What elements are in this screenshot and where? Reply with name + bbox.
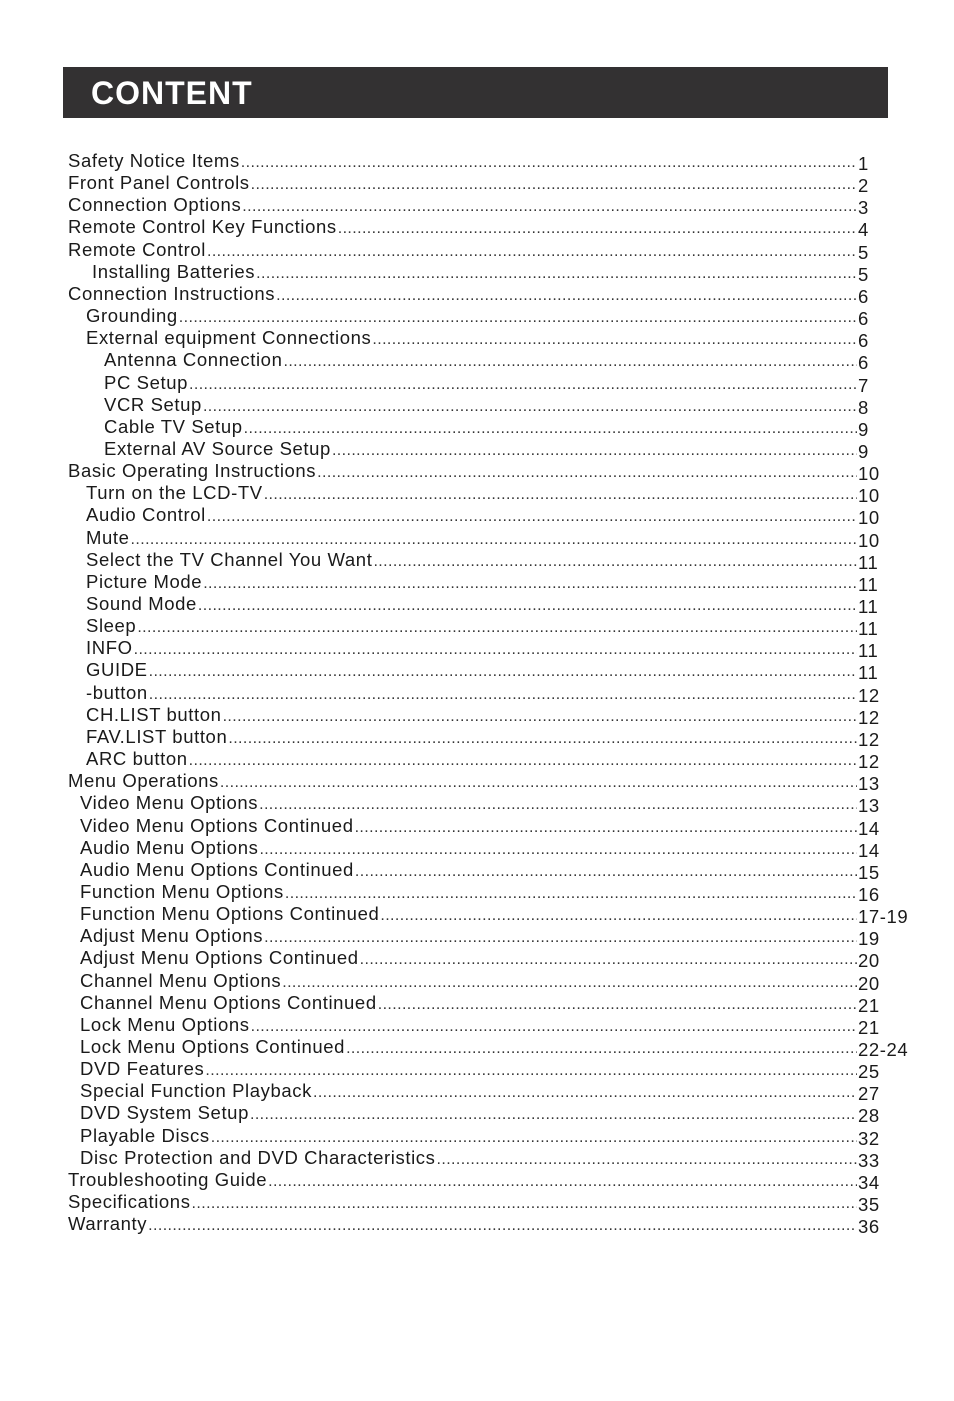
toc-entry-title: Turn on the LCD-TV [86,482,263,504]
toc-entry [80,992,857,1014]
toc-dot-leader [437,1149,858,1169]
toc-dot-leader [317,462,857,482]
toc-page-number: 6 [858,285,869,307]
toc-entry-title: Select the TV Channel You Want [86,548,373,570]
toc-row [0,1014,954,1036]
toc-entry-title: Disc Protection and DVD Characteristics [80,1146,436,1168]
toc-dot-leader [189,750,857,770]
toc-dot-leader [380,905,857,925]
toc-dot-leader [211,1127,857,1147]
toc-page-number: 25 [858,1061,880,1083]
toc-dot-leader [256,263,857,283]
toc-dot-leader [198,595,857,615]
toc-page-number: 7 [858,374,869,396]
toc-row [0,815,954,837]
toc-entry-title: Sound Mode [86,593,197,614]
toc-entry-title: Function Menu Options [80,880,284,902]
toc-row [0,881,954,903]
toc-entry [104,438,857,460]
toc-dot-leader [283,351,857,371]
toc-row [0,150,954,172]
toc-entry [68,239,857,261]
toc-entry-title: Menu Operations [68,770,219,792]
toc-row [0,1036,954,1058]
toc-page-number: 5 [858,263,869,285]
toc-page-number: 33 [858,1149,880,1171]
toc-page-number: 12 [858,706,880,728]
toc-row [0,992,954,1014]
toc-page-number: 19 [858,928,880,950]
toc-row [0,1102,954,1127]
toc-row [0,1080,954,1105]
toc-page-number: 9 [858,440,869,462]
toc-dot-leader [360,949,857,969]
toc-entry-title: PC Setup [104,371,188,393]
toc-entry-title: DVD System Setup [80,1102,249,1124]
toc-entry-title: FAV.LIST button [86,725,228,747]
toc-page-number: 11 [858,573,879,595]
toc-entry [86,615,857,637]
toc-entry-title: Antenna Connection [104,349,283,371]
toc-dot-leader [264,927,857,947]
toc-row [0,305,954,330]
toc-entry-title: Audio Menu Options Continued [80,858,354,880]
toc-row [0,482,954,507]
toc-entry-title: Channel Menu Options [80,969,282,991]
toc-page-number: 22-24 [858,1039,909,1060]
toc-entry-title: Front Panel Controls [68,172,250,194]
toc-dot-leader [355,861,857,881]
toc-dot-leader [251,174,857,194]
toc-page-number: 10 [858,529,880,551]
toc-dot-leader [137,617,857,637]
toc-dot-leader [242,196,857,216]
toc-row [0,903,954,928]
toc-page-number: 6 [858,308,869,330]
toc-entry-title: Specifications [68,1191,191,1213]
toc-dot-leader [372,329,857,349]
toc-entry [68,150,857,172]
toc-row [0,372,954,394]
toc-entry [104,349,857,371]
toc-entry [86,482,857,504]
toc-entry-title: Mute [86,526,130,548]
toc-entry [80,903,857,925]
toc-page-number: 11 [858,640,879,662]
toc-dot-leader [205,1060,857,1080]
toc-page-number: 11 [858,596,879,617]
toc-dot-leader [373,551,857,571]
toc-row [0,327,954,352]
toc-dot-leader [134,639,857,659]
toc-entry [80,1036,857,1058]
toc-row [0,527,954,549]
toc-entry-title: Picture Mode [86,570,203,592]
toc-dot-leader [259,839,857,859]
toc-dot-leader [241,152,857,172]
toc-page-number: 32 [858,1127,880,1149]
toc-row [0,438,954,460]
toc-entry [80,837,857,859]
toc-dot-leader [192,1193,857,1213]
toc-dot-leader [276,285,857,305]
toc-entry-title: Troubleshooting Guide [68,1168,268,1190]
toc-entry-title: Function Menu Options Continued [80,903,380,925]
toc-entry [86,726,857,748]
toc-page-number: 12 [858,684,880,706]
toc-page-number: 12 [858,728,880,750]
toc-dot-leader [338,218,857,238]
toc-row [0,615,954,640]
toc-entry [80,1147,857,1169]
toc-entry-title: Grounding [86,305,178,327]
toc-page-number: 34 [858,1171,880,1193]
toc-entry [80,1014,857,1036]
toc-entry-title: Sleep [86,615,137,637]
toc-entry [68,216,857,238]
toc-entry-title: Channel Menu Options Continued [80,991,377,1013]
toc-dot-leader [207,506,857,526]
toc-page-number: 8 [858,396,869,418]
toc-page-number: 4 [858,219,869,241]
toc-dot-leader [264,484,857,504]
toc-entry [86,504,857,526]
toc-page-number: 12 [858,751,880,773]
toc-row [0,1125,954,1147]
toc-entry [68,1213,857,1235]
toc-page-number: 14 [858,817,880,839]
toc-entry [68,283,857,305]
toc-entry-title: Remote Control [68,238,206,260]
page-title: CONTENT [91,75,253,111]
toc-row [0,925,954,950]
toc-page-number: 6 [858,330,869,352]
toc-dot-leader [131,529,857,549]
toc-row [0,216,954,241]
toc-row [0,748,954,773]
toc-entry [92,261,857,283]
toc-dot-leader [203,396,857,416]
toc-dot-leader [189,374,857,394]
toc-dot-leader [313,1082,857,1102]
toc-entry-title: Adjust Menu Options Continued [80,947,359,969]
toc-entry-title: GUIDE [86,659,148,681]
toc-entry [80,970,857,992]
toc-dot-leader [355,817,857,837]
toc-page-number: 9 [858,418,869,440]
toc-row [0,571,954,593]
toc-entry [86,527,857,549]
toc-entry [68,460,857,482]
toc-dot-leader [148,1215,857,1235]
toc-entry [86,682,857,704]
toc-entry-title: Installing Batteries [92,260,256,282]
toc-entry [68,172,857,194]
toc-entry-title: Lock Menu Options [80,1013,250,1035]
toc-row [0,1058,954,1083]
toc-dot-leader [179,307,857,327]
toc-entry [80,792,857,814]
toc-entry [80,947,857,969]
toc-entry-title: External equipment Connections [86,327,372,349]
toc-dot-leader [149,661,857,681]
toc-entry [80,881,857,903]
toc-page-number: 27 [858,1083,880,1105]
content-header-bar [63,67,888,118]
toc-page-number: 11 [858,618,879,640]
toc-entry-title: Connection Instructions [68,282,276,304]
toc-page-number: 6 [858,352,869,374]
toc-row [0,172,954,197]
toc-row [0,504,954,529]
toc-entry-title: Lock Menu Options Continued [80,1036,346,1057]
toc-row [0,726,954,748]
toc-page-number: 11 [858,551,879,573]
toc-row [0,1213,954,1238]
toc-page-number: 15 [858,861,880,883]
toc-dot-leader [220,772,857,792]
toc-page-number: 35 [858,1194,880,1216]
toc-row [0,194,954,219]
toc-row [0,394,954,416]
toc-dot-leader [250,1104,857,1124]
toc-entry [68,770,857,792]
toc-entry [68,1169,857,1191]
toc-page-number: 10 [858,485,880,507]
toc-page-number: 3 [858,197,869,219]
toc-dot-leader [203,573,857,593]
toc-page-number: 28 [858,1105,880,1127]
toc-entry [86,305,857,327]
toc-entry [80,925,857,947]
toc-page-number: 13 [858,773,880,795]
toc-entry [86,704,857,726]
toc-page-number: 21 [858,994,880,1016]
toc-dot-leader [149,684,857,704]
toc-row [0,416,954,438]
toc-dot-leader [268,1171,857,1191]
toc-dot-leader [282,972,857,992]
toc-row [0,239,954,261]
toc-dot-leader [259,794,857,814]
toc-dot-leader [207,241,857,261]
toc-row [0,1191,954,1216]
toc-dot-leader [285,883,857,903]
toc-page-number: 5 [858,241,869,263]
toc-entry-title: CH.LIST button [86,703,222,725]
toc-entry-title: Playable Discs [80,1124,210,1146]
toc-row [0,1147,954,1169]
toc-entry-title: DVD Features [80,1058,205,1080]
toc-page-number: 10 [858,507,880,529]
toc-entry-title: External AV Source Setup [104,437,331,459]
toc-entry-title: INFO [86,637,133,659]
toc-row [0,460,954,485]
toc-row [0,792,954,817]
toc-row [0,549,954,571]
toc-page-number: 36 [858,1216,880,1238]
toc-row [0,283,954,305]
toc-entry [80,1102,857,1124]
toc-entry [68,1191,857,1213]
toc-entry-title: VCR Setup [104,393,202,415]
toc-entry-title: Cable TV Setup [104,415,243,437]
toc-entry-title: Warranty [68,1213,148,1235]
toc-entry [80,1058,857,1080]
toc-page-number: 10 [858,463,880,485]
toc-page-number: 14 [858,839,880,861]
toc-row [0,682,954,704]
toc-page-number: 13 [858,795,880,817]
toc-page-number: 20 [858,950,880,972]
toc-entry-title: Remote Control Key Functions [68,216,337,238]
toc-entry [86,593,857,615]
toc-entry [68,194,857,216]
toc-entry [86,637,857,659]
toc-dot-leader [346,1038,857,1058]
toc-row [0,770,954,795]
toc-dot-leader [244,418,857,438]
toc-entry [80,815,857,837]
toc-page-number: 1 [858,153,869,174]
toc-row [0,704,954,726]
toc-entry [86,571,857,593]
toc-entry-title: Adjust Menu Options [80,925,264,947]
toc-row [0,970,954,992]
toc-row [0,859,954,881]
toc-entry [80,859,857,881]
toc-entry [86,659,857,681]
toc-row [0,837,954,859]
toc-entry-title: Audio Control [86,504,206,526]
toc-row [0,637,954,662]
toc-entry-title: Basic Operating Instructions [68,460,317,482]
toc-entry-title: ARC button [86,748,188,770]
toc-page-number: 17-19 [858,906,909,928]
toc-row [0,947,954,972]
toc-page-number: 11 [858,662,879,684]
toc-entry [86,327,857,349]
toc-row [0,593,954,615]
toc-entry-title: Video Menu Options Continued [80,814,354,836]
toc-row [0,659,954,684]
toc-entry-title: Audio Menu Options [80,836,259,858]
toc-entry-title: Special Function Playback [80,1080,312,1102]
toc-entry [86,748,857,770]
toc-dot-leader [332,440,857,460]
toc-dot-leader [228,728,857,748]
toc-row [0,1169,954,1191]
toc-page-number: 21 [858,1016,880,1038]
toc-row [0,349,954,374]
toc-page-number: 2 [858,175,869,197]
toc-entry [80,1125,857,1147]
toc-page-number: 16 [858,883,880,905]
toc-entry [104,394,857,416]
toc-dot-leader [251,1016,857,1036]
toc-entry-title: Safety Notice Items [68,150,240,171]
toc-page-number: 20 [858,972,880,994]
toc-row [0,261,954,283]
toc-dot-leader [223,706,857,726]
toc-entry [86,549,857,571]
toc-entry [80,1080,857,1102]
toc-entry [104,416,857,438]
toc-entry-title: Connection Options [68,194,242,216]
toc-dot-leader [378,994,857,1014]
toc-entry-title: -button [86,681,148,703]
toc-entry [104,372,857,394]
toc-entry-title: Video Menu Options [80,792,259,814]
